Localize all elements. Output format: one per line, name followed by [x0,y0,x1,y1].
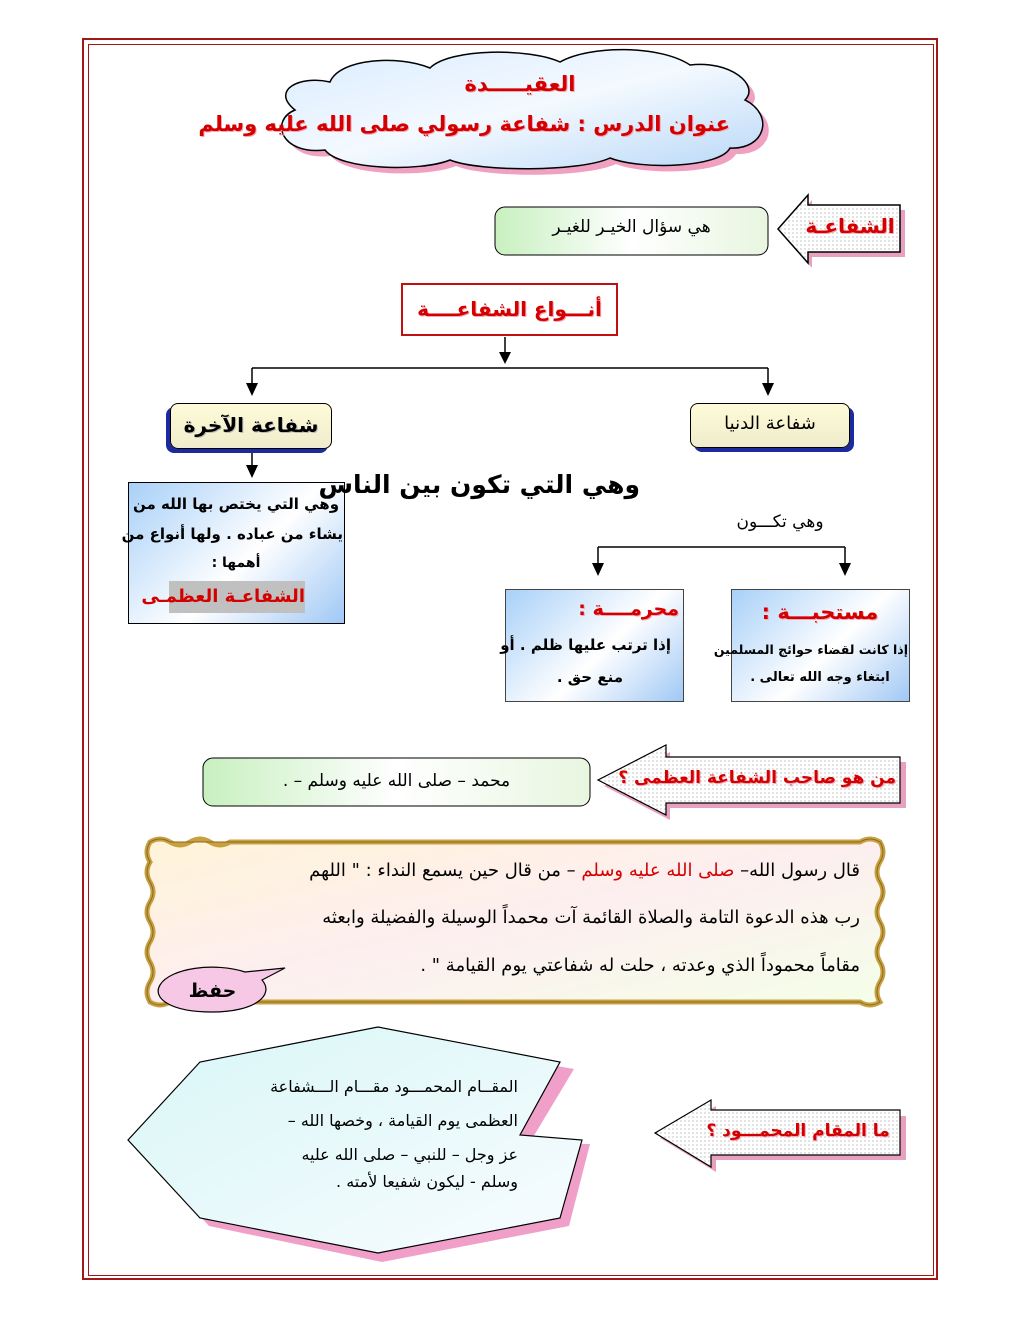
answer-1: محمد – صلى الله عليه وسلم – . [282,771,511,791]
answer-2-line-3: عز وجل – للنبي – صلى الله عليه [301,1145,518,1164]
definition-meaning: هي سؤال الخيـر للغيـر [552,217,711,237]
hadith-line-1-start: قال رسول الله– [740,860,860,881]
question-1: من هو صاحب الشفاعة العظمى ؟ [618,768,896,788]
worldly-intercession-box [690,403,850,448]
forbidden-box [500,589,684,702]
worldly-label: شفاعة الدنيا [724,413,816,434]
hereafter-text-1: وهي التي يختص بها الله من [132,495,340,513]
hadith-line-1-red: صلى الله عليه وسلم [581,860,735,881]
hadith-line-1-end: – من قال حين يسمع النداء : " اللهم [309,860,576,881]
hadith-line-1 [309,860,860,881]
answer-2-line-4: وسلم - ليكون شفيعا لأمته . [336,1172,518,1191]
recommended-text-1: إذا كانت لقضاء حوائج المسلمين [713,642,908,657]
recommended-text-2: ابتغاء وجه الله تعالى . [750,670,890,685]
forbidden-text-1: إذا ترتب عليها ظلم . أو [500,636,671,654]
hadith-line-3: مقاماً محموداً الذي وعدته ، حلت له شفاعتي يوم القيامة " . [420,955,860,976]
types-title-box [401,283,618,336]
recommended-box [713,589,910,702]
answer-2-line-2: العظمى يوم القيامة ، وخصها الله – [287,1111,518,1130]
answer-2-line-1: المقــام المحمـــود مقـــام الـــشفاعة [270,1077,518,1096]
hereafter-intercession-box [170,403,332,449]
worldly-sub-intro: وهي تكـــون [736,512,824,532]
hadith-line-2: رب هذه الدعوة التامة والصلاة القائمة آت محمداً الوسيلة والفضيلة وابعثه [322,907,860,928]
recommended-title: مستحبـــة : [761,600,879,624]
types-title: أنـــواع الشفاعــــة [417,297,602,321]
hereafter-text-2: يشاء من عباده . ولها أنواع من [121,525,343,543]
definition-term: الشفاعـة [805,214,895,238]
lesson-title: عنوان الدرس : شفاعة رسولي صلى الله عليه وسلم [198,112,730,136]
hereafter-description-box [121,482,345,624]
hereafter-label: شفاعة الآخرة [183,413,319,437]
memorize-label: حفظ [188,980,237,1002]
subject-title: العقيـــــدة [464,72,576,96]
question-2: ما المقام المحمـــود ؟ [706,1121,890,1141]
hereafter-text-3: أهمها : [211,555,261,571]
forbidden-title: محرمــــة : [578,598,679,620]
forbidden-text-2: منع حق . [556,668,623,686]
greatest-intercession-highlight: الشفاعـة العظمـى [169,581,305,613]
worldly-description: وهي التي تكون بين الناس [318,470,640,499]
